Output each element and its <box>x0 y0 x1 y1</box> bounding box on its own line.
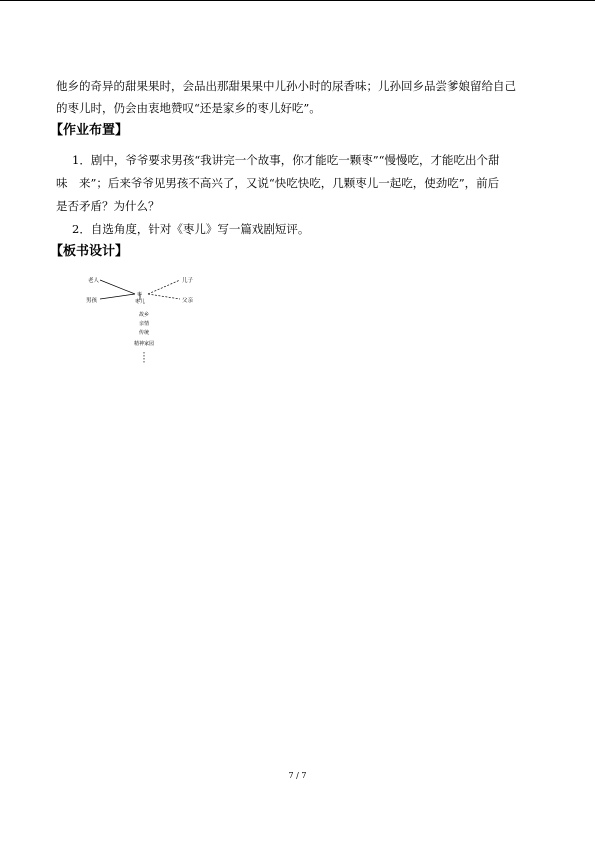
paragraph-line-2: 的枣儿时，仍会由衷地赞叹“还是家乡的枣儿好吃”。 <box>56 101 321 115</box>
homework-item-2: 2．自选角度，针对《枣儿》写一篇戏剧短评。 <box>72 222 310 236</box>
diagram-label-left-top: 老人 <box>88 278 100 284</box>
page-number: 7 / 7 <box>288 771 307 780</box>
homework-item-1-line-3: 是否矛盾？为什么？ <box>56 199 160 213</box>
diagram-label-below-4: 精神家园 <box>133 341 155 347</box>
diagram-line-left-top <box>100 280 135 294</box>
diagram-line-left-bottom <box>100 294 135 299</box>
diagram-line-right-top <box>148 280 180 294</box>
diagram-label-below-2: 亲情 <box>138 321 150 327</box>
board-design-heading: 【板书设计】 <box>50 244 129 259</box>
diagram-line-right-bottom <box>148 294 180 299</box>
homework-item-1-line-2: 味 来”；后来爷爷见男孩不高兴了，又说“快吃快吃，几颗枣儿一起吃，使劲吃”，前后 <box>56 176 500 190</box>
diagram-label-below-1: 故乡 <box>138 312 150 318</box>
header-rule <box>0 0 595 1</box>
board-diagram <box>80 268 220 366</box>
diagram-label-below-3: 传统 <box>138 330 150 336</box>
paragraph-line-1: 他乡的奇异的甜果果时，会品出那甜果果中儿孙小时的尿香味；儿孙回乡品尝爹娘留给自己 <box>56 79 516 93</box>
diagram-label-left-bottom: 男孩 <box>86 298 98 304</box>
diagram-label-right-bottom: 父亲 <box>182 298 194 304</box>
homework-item-1-line-1: 1．剧中，爷爷要求男孩“我讲完一个故事，你才能吃一颗枣”“慢慢吃，才能吃出个甜 <box>72 153 500 167</box>
diagram-label-center-top: 枣 <box>137 292 143 298</box>
diagram-label-right-top: 儿子 <box>182 278 194 284</box>
diagram-label-center-mid: 枣儿 <box>135 299 146 305</box>
homework-heading: 【作业布置】 <box>50 123 129 138</box>
